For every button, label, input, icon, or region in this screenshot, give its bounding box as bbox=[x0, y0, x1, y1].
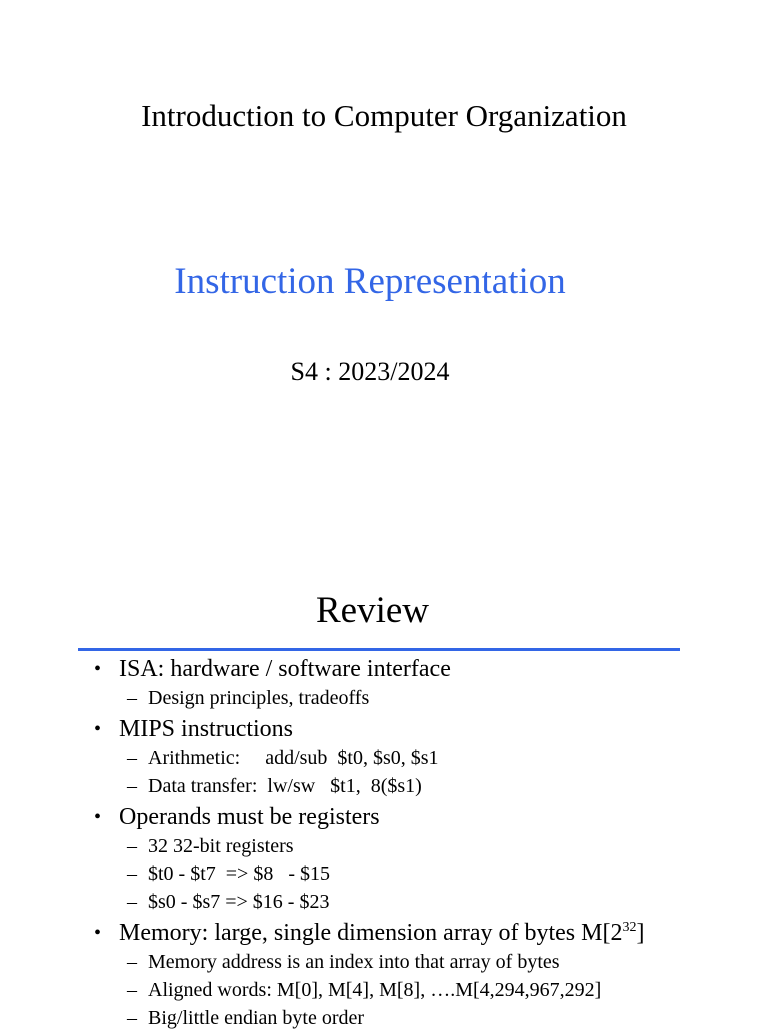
sub-item bbox=[0, 772, 768, 800]
bullet-list bbox=[0, 652, 768, 1034]
sub-item-text: Arithmetic: add/sub $t0, $s0, $s1 bbox=[148, 747, 439, 769]
sub-marker: – bbox=[127, 891, 137, 913]
session-label: S4 : 2023/2024 bbox=[290, 357, 450, 386]
sub-item-text: $s0 - $s7 => $16 - $23 bbox=[148, 891, 330, 913]
bullet-text: Memory: large, single dimension array of bytes M[2 bbox=[119, 920, 623, 946]
sub-marker: – bbox=[127, 687, 137, 709]
sub-item-text: Data transfer: lw/sw $t1, 8($s1) bbox=[148, 775, 422, 797]
sub-list-mips bbox=[0, 744, 768, 800]
sub-list-memory bbox=[0, 948, 768, 1032]
sub-marker: – bbox=[127, 775, 137, 797]
sub-item-text: Big/little endian byte order bbox=[148, 1007, 365, 1029]
sub-item bbox=[0, 1004, 768, 1032]
sub-item bbox=[0, 976, 768, 1004]
sub-marker: – bbox=[127, 951, 137, 973]
sub-item-text: Memory address is an index into that array of bytes bbox=[148, 951, 560, 973]
bullet-text: MIPS instructions bbox=[119, 716, 294, 742]
bullet-isa bbox=[0, 654, 768, 684]
sub-item-text: $t0 - $t7 => $8 - $15 bbox=[148, 863, 330, 885]
sub-list-isa bbox=[0, 684, 768, 712]
bullet-marker: • bbox=[94, 658, 102, 680]
review-slide bbox=[0, 560, 768, 1029]
sub-item bbox=[0, 948, 768, 976]
review-title: Review bbox=[315, 590, 430, 631]
sub-marker: – bbox=[127, 863, 137, 885]
bullet-text: ISA: hardware / software interface bbox=[119, 656, 451, 682]
sub-item bbox=[0, 684, 768, 712]
sub-item bbox=[0, 888, 768, 916]
sub-item bbox=[0, 832, 768, 860]
sub-marker: – bbox=[127, 1007, 137, 1029]
bullet-superscript: 32 bbox=[622, 920, 637, 935]
sub-item bbox=[0, 860, 768, 888]
sub-marker: – bbox=[127, 979, 137, 1001]
title-underline bbox=[78, 648, 680, 651]
sub-list-operands bbox=[0, 832, 768, 916]
bullet-text-end: ] bbox=[636, 920, 645, 946]
bullet-mips bbox=[0, 714, 768, 744]
bullet-marker: • bbox=[94, 922, 102, 944]
course-title: Introduction to Computer Organization bbox=[141, 98, 627, 133]
lecture-title: Instruction Representation bbox=[174, 261, 566, 302]
bullet-text: Operands must be registers bbox=[119, 804, 380, 830]
bullet-marker: • bbox=[94, 806, 102, 828]
sub-marker: – bbox=[127, 747, 137, 769]
sub-item bbox=[0, 744, 768, 772]
sub-item-text: 32 32-bit registers bbox=[148, 835, 294, 857]
bullet-memory bbox=[0, 918, 768, 948]
bullet-operands bbox=[0, 802, 768, 832]
sub-item-text: Aligned words: M[0], M[4], M[8], ….M[4,294,967,292] bbox=[148, 979, 602, 1001]
sub-item-text: Design principles, tradeoffs bbox=[148, 687, 370, 709]
bullet-marker: • bbox=[94, 718, 102, 740]
sub-marker: – bbox=[127, 835, 137, 857]
